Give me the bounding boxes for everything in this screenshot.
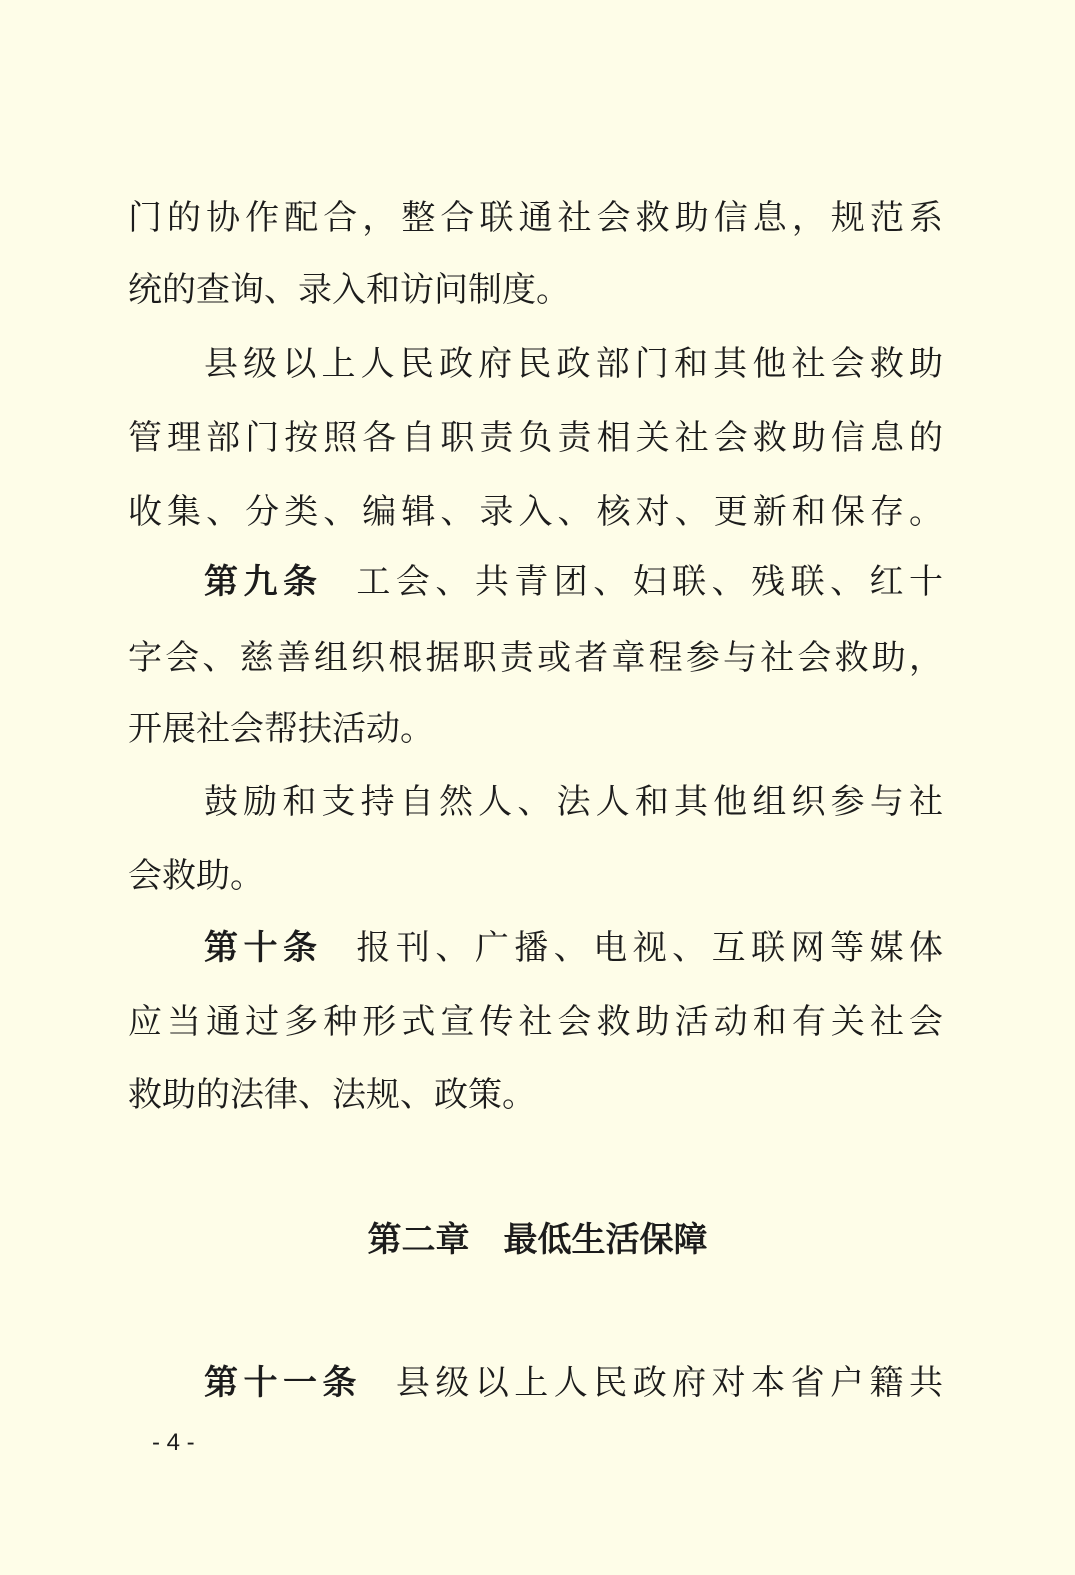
paragraph-line: 字会、慈善组织根据职责或者章程参与社会救助， xyxy=(128,638,943,678)
article-line xyxy=(204,923,943,973)
paragraph-line: 管理部门按照各自职责负责相关社会救助信息的 xyxy=(128,418,943,458)
article-number: 第十一条 xyxy=(204,1363,362,1403)
paragraph-line: 救助的法律、法规、政策。 xyxy=(128,1075,536,1115)
paragraph-text: 工会、共青团、妇联、残联、红十 xyxy=(356,562,943,602)
article-number: 第九条 xyxy=(204,562,323,602)
paragraph-line: 会救助。 xyxy=(128,856,264,896)
paragraph-line: 应当通过多种形式宣传社会救助活动和有关社会 xyxy=(128,1002,943,1042)
article-line xyxy=(204,557,943,607)
paragraph-line: 统的查询、录入和访问制度。 xyxy=(128,270,570,310)
paragraph-line: 县级以上人民政府民政部门和其他社会救助 xyxy=(204,344,943,384)
page-number: - 4 - xyxy=(152,1429,195,1456)
chapter-heading: 第二章 最低生活保障 xyxy=(367,1220,708,1260)
paragraph-line: 收集、分类、编辑、录入、核对、更新和保存。 xyxy=(128,492,943,532)
paragraph-line: 开展社会帮扶活动。 xyxy=(128,709,434,749)
article-number: 第十条 xyxy=(204,928,323,968)
paragraph-line: 门的协作配合，整合联通社会救助信息，规范系 xyxy=(128,198,943,238)
paragraph-text: 县级以上人民政府对本省户籍共 xyxy=(395,1363,943,1403)
article-line xyxy=(204,1358,943,1408)
paragraph-text: 报刊、广播、电视、互联网等媒体 xyxy=(356,928,943,968)
paragraph-line: 鼓励和支持自然人、法人和其他组织参与社 xyxy=(204,782,943,822)
